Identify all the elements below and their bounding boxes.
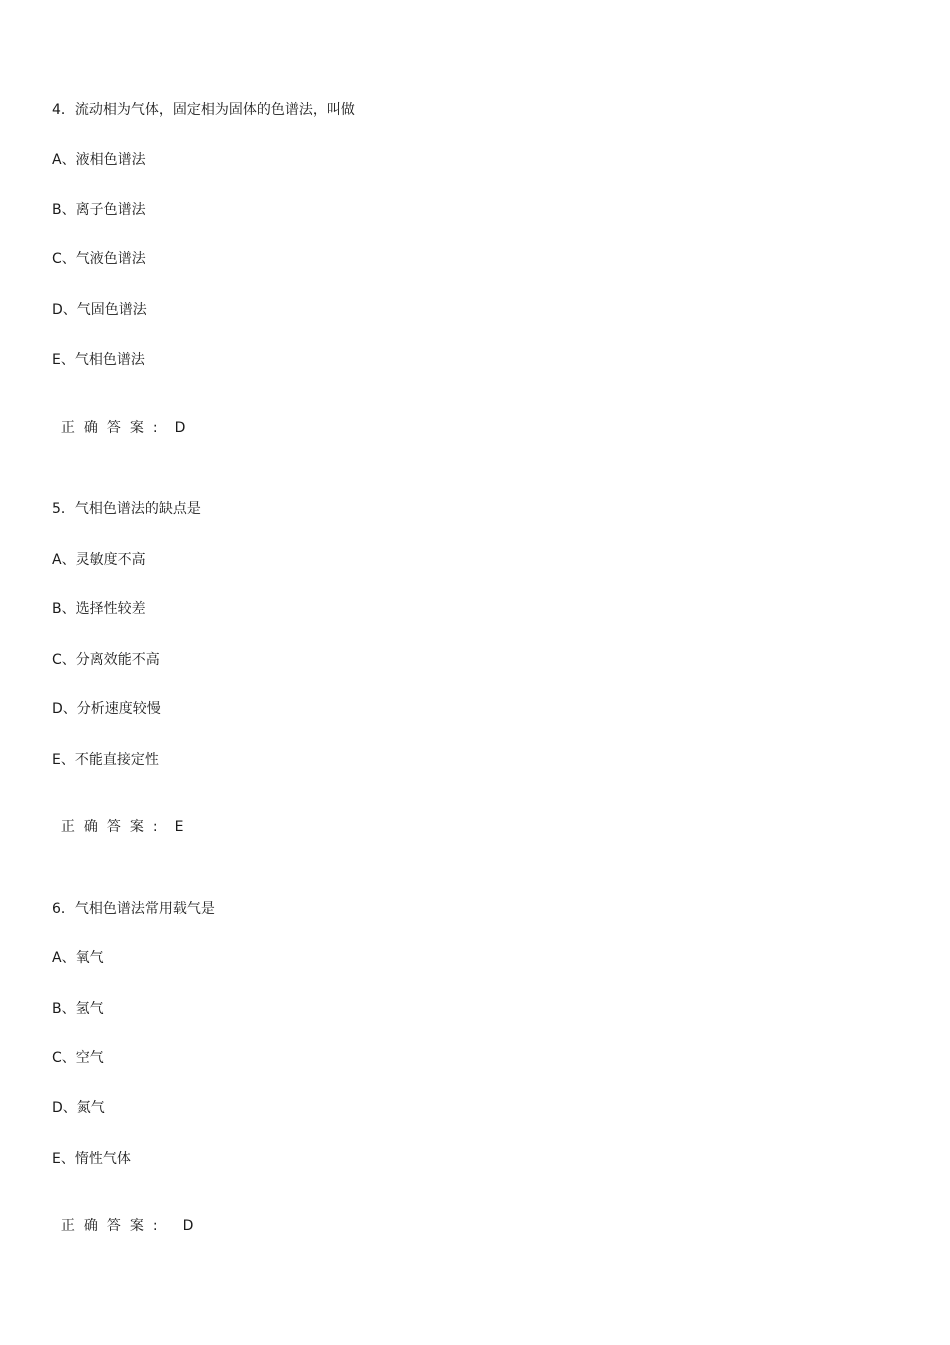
answer-row bbox=[52, 398, 185, 438]
option-d: D、分析速度较慢 bbox=[52, 701, 161, 717]
option-c: C、分离效能不高 bbox=[52, 652, 160, 668]
answer-label: 正确答案: bbox=[60, 420, 167, 436]
answer-row bbox=[52, 1196, 193, 1236]
question-stem: 5．气相色谱法的缺点是 bbox=[52, 501, 201, 517]
option-a: A、氧气 bbox=[52, 950, 104, 966]
option-d: D、气固色谱法 bbox=[52, 302, 147, 318]
option-e: E、惰性气体 bbox=[52, 1151, 131, 1167]
option-a: A、灵敏度不高 bbox=[52, 552, 146, 568]
option-b: B、氢气 bbox=[52, 1001, 104, 1017]
answer-label: 正确答案: bbox=[60, 819, 167, 835]
question-stem: 4．流动相为气体，固定相为固体的色谱法，叫做 bbox=[52, 102, 355, 118]
question-stem: 6．气相色谱法常用载气是 bbox=[52, 901, 215, 917]
answer-row bbox=[52, 797, 183, 837]
answer-label: 正确答案: bbox=[60, 1218, 167, 1234]
option-e: E、不能直接定性 bbox=[52, 752, 159, 768]
option-e: E、气相色谱法 bbox=[52, 352, 145, 368]
option-b: B、离子色谱法 bbox=[52, 202, 146, 218]
option-c: C、气液色谱法 bbox=[52, 251, 146, 267]
option-c: C、空气 bbox=[52, 1050, 104, 1066]
option-a: A、液相色谱法 bbox=[52, 152, 146, 168]
option-b: B、选择性较差 bbox=[52, 601, 146, 617]
answer-value: D bbox=[174, 420, 186, 436]
answer-value: D bbox=[182, 1218, 194, 1234]
answer-value: E bbox=[174, 819, 184, 835]
option-d: D、氮气 bbox=[52, 1100, 105, 1116]
